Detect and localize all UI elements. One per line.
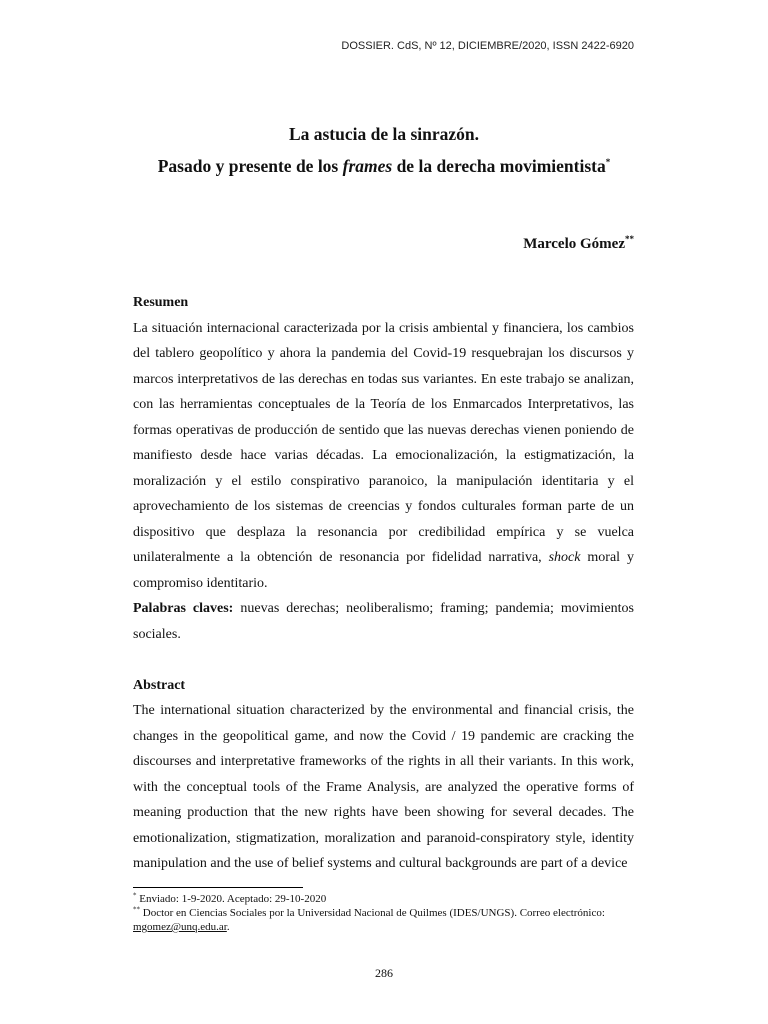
journal-header: DOSSIER. CdS, Nº 12, DICIEMBRE/2020, ISSN 2422-6920 xyxy=(341,40,634,52)
section-spacer xyxy=(133,647,634,673)
author-name xyxy=(523,236,634,253)
footnote-2-mark: ** xyxy=(133,905,140,914)
resumen-heading: Resumen xyxy=(133,295,189,310)
footnote-divider xyxy=(133,887,303,888)
footnote-2 xyxy=(133,906,634,934)
footnotes xyxy=(133,892,634,934)
author-footnote-mark: ** xyxy=(625,234,634,244)
title-italic-frames: frames xyxy=(342,156,393,176)
abstract-heading: Abstract xyxy=(133,677,186,693)
abstract-paragraph: The international situation characterized by the environmental and financial crisis, the changes in the geopolitical game, and now the Covid / 19 pandemic are cracking the discourses and interpretative frameworks of the rights in all their variants. In this work, with the conceptual tools of the Frame Analysis, are analyzed the operative forms of meaning production that the new rights have been showing for several decades. The emotionalization, stigmatization, moralization and paranoid-conspiratory style, identity manipulation and the use of belief systems and cultural backgrounds are part of a device xyxy=(133,703,634,871)
resumen-italic-shock: shock xyxy=(548,550,581,565)
title-line-2-post: de la derecha movimientista xyxy=(392,156,606,176)
footnote-2-text: Doctor en Ciencias Sociales por la Universidad Nacional de Quilmes (IDES/UNGS). Correo electrónico: xyxy=(140,907,605,919)
title-footnote-mark: * xyxy=(605,157,611,168)
page-number: 286 xyxy=(375,966,393,980)
title-line-2-pre: Pasado y presente de los xyxy=(157,156,343,176)
title-line-1: La astucia de la sinrazón. xyxy=(288,124,480,144)
article-body xyxy=(133,290,634,877)
author-name-text: Marcelo Gómez xyxy=(523,236,625,252)
footnote-1-mark: * xyxy=(133,891,137,900)
footnote-1-text: Enviado: 1-9-2020. Aceptado: 29-10-2020 xyxy=(136,893,327,905)
article-title xyxy=(0,118,768,182)
keywords-label: Palabras claves: xyxy=(133,601,234,616)
email-link[interactable]: mgomez@unq.edu.ar xyxy=(133,921,227,933)
footnote-1 xyxy=(133,892,634,906)
footnote-2-end: . xyxy=(226,921,230,933)
keywords-text: nuevas derechas; neoliberalismo; framing; pandemia; movimientos sociales. xyxy=(133,601,634,642)
title-line-2 xyxy=(0,150,768,182)
resumen-text-1: La situación internacional caracterizada por la crisis ambiental y financiera, los cambios del tablero geopolítico y ahora la pandemia del Covid-19 resquebrajan los discursos y marcos interpretativos de las derechas en todas sus variantes. En este trabajo se analizan, con las herramientas conceptuales de la Teoría de los Enmarcados Interpretativos, las formas operativas de producción de sentido que las nuevas derechas vienen poniendo de manifiesto desde hace varias décadas. La emocionalización, la estigmatización, la moralización y el estilo conspirativo paranoico, la manipulación identitaria y el aprovechamiento de los sistemas de creencias y fondos culturales forman parte de un dispositivo que desplaza la resonancia por credibilidad empírica y se vuelca unilateralmente a la obtención de resonancia por fidelidad narrativa, xyxy=(133,320,634,565)
resumen-paragraph xyxy=(133,316,634,597)
keywords-paragraph xyxy=(133,596,634,647)
resumen-text-2: moral y compromiso identitario. xyxy=(133,550,634,591)
